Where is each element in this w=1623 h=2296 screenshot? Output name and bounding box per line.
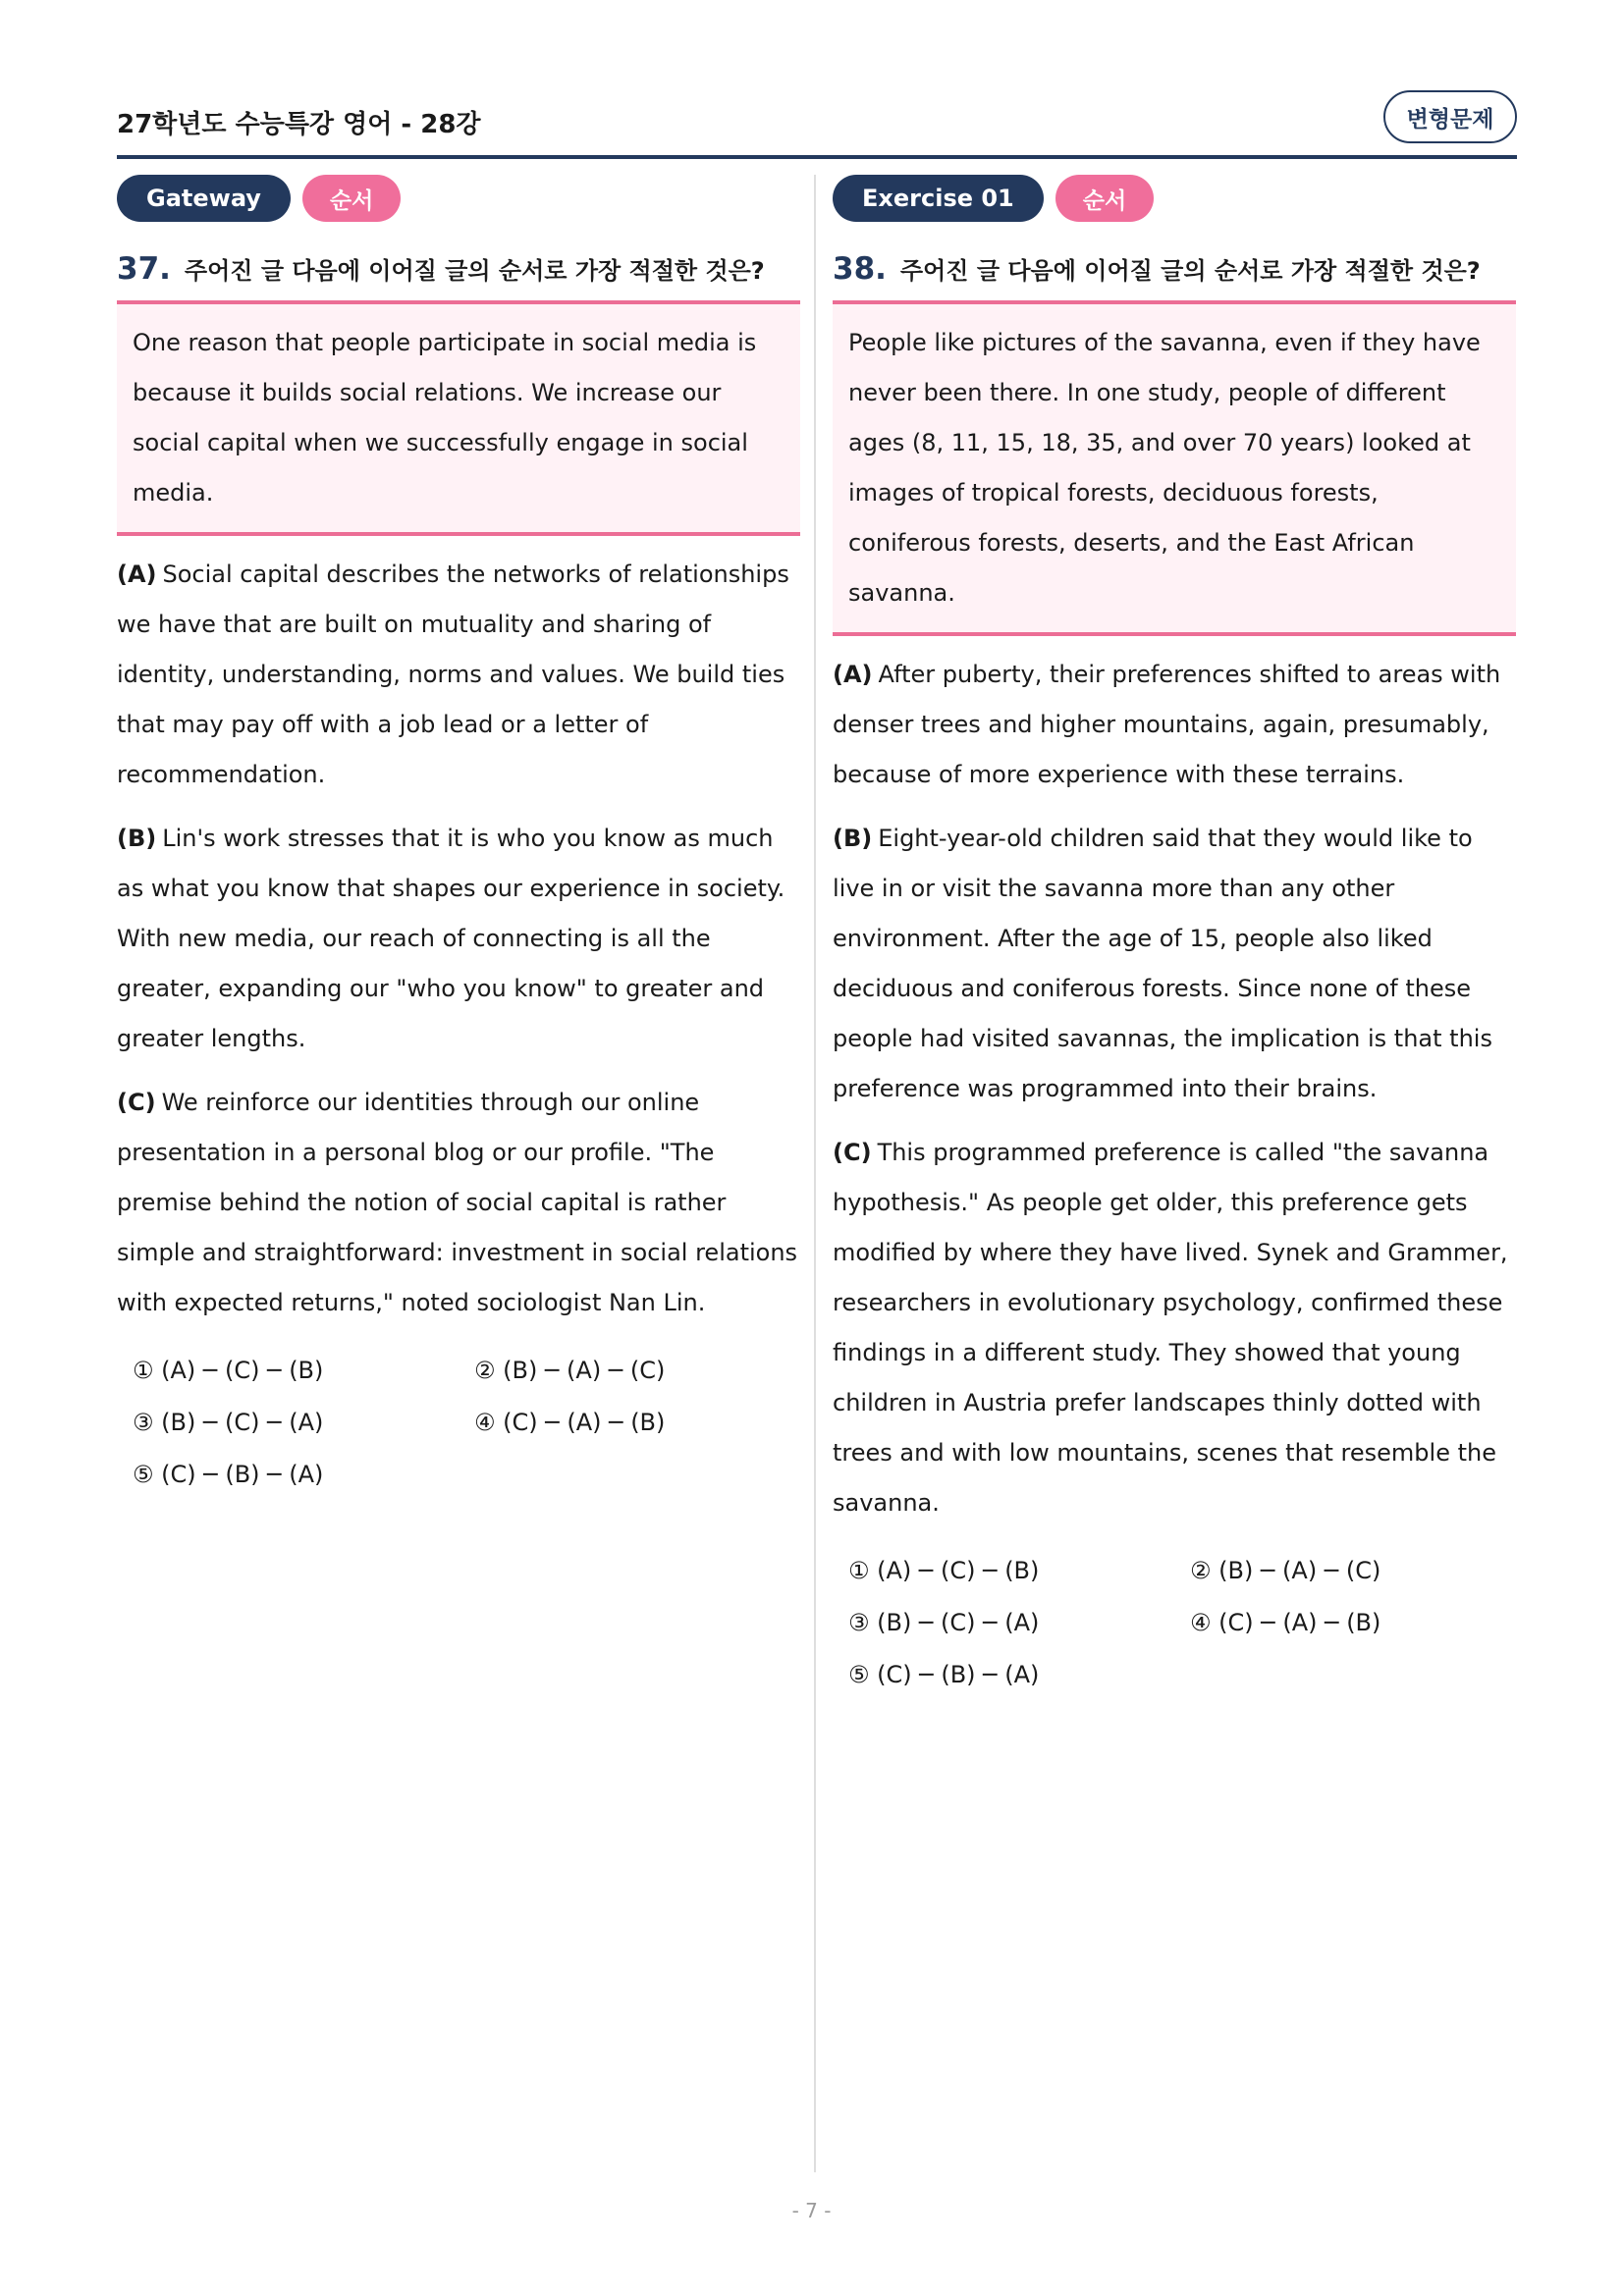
option-4[interactable]: ④ (C) ─ (A) ─ (B) [1190, 1609, 1381, 1636]
page-number: - 7 - [791, 2199, 832, 2222]
given-passage: One reason that people participate in social media is because it builds social relations. We increase our social capital when we successfully engage in social media. [133, 329, 757, 507]
paragraph-text: Eight-year-old children said that they would like to live in or visit the savanna more than any other environment. After the age of 15, people also liked deciduous and coniferous forests. Since none of these people had visited savannas, the implication is that this preference was programmed into their brains. [833, 825, 1492, 1102]
question-heading [833, 251, 1516, 296]
question-tags [833, 175, 1516, 222]
paragraph-b [833, 814, 1516, 1114]
answer-options [117, 1346, 800, 1500]
paragraph-a [117, 550, 800, 800]
tag-exercise: Exercise 01 [833, 175, 1044, 222]
question-tags [117, 175, 800, 222]
option-5[interactable]: ⑤ (C) ─ (B) ─ (A) [133, 1461, 324, 1488]
paragraph-text: After puberty, their preferences shifted to areas with denser trees and higher mountains, again, presumably, because of more experience with these terrains. [833, 661, 1501, 788]
question-text: 주어진 글 다음에 이어질 글의 순서로 가장 적절한 것은? [184, 257, 765, 285]
paragraph-text: This programmed preference is called "the savanna hypothesis." As people get older, this preference gets modified by where they have lived. Synek and Grammer, researchers in evolutionary psychology, confirmed these findings in a different study. They showed that young children in Austria prefer landscapes thinly dotted with trees and with low mountains, scenes that resemble the savanna. [833, 1139, 1508, 1517]
given-passage: People like pictures of the savanna, even if they have never been there. In one study, people of different ages (8, 11, 15, 18, 35, and over 70 years) looked at images of tropical forests, deciduous forests, coniferous forests, deserts, and the East African savanna. [848, 329, 1481, 607]
paragraph-text: We reinforce our identities through our online presentation in a personal blog or our profile. "The premise behind the notion of social capital is rather simple and straightforward: investment in social relations with expected returns," noted sociologist Nan Lin. [117, 1089, 798, 1316]
given-passage-box [117, 300, 800, 536]
variant-badge: 변형문제 [1383, 90, 1517, 143]
paragraph-label: (B) [833, 825, 873, 852]
right-column [833, 175, 1516, 1700]
question-number: 37. [117, 251, 171, 287]
paragraph-c [833, 1128, 1516, 1528]
option-2[interactable]: ② (B) ─ (A) ─ (C) [1190, 1557, 1381, 1584]
paragraph-label: (A) [833, 661, 873, 688]
option-1[interactable]: ① (A) ─ (C) ─ (B) [133, 1357, 324, 1384]
paragraph-text: Lin's work stresses that it is who you know as much as what you know that shapes our experience in society. With new media, our reach of connecting is all the greater, expanding our "who you know" to greater and greater lengths. [117, 825, 785, 1052]
column-divider [814, 175, 816, 2172]
question-number: 38. [833, 251, 887, 287]
option-4[interactable]: ④ (C) ─ (A) ─ (B) [474, 1409, 666, 1436]
page-header [117, 90, 1517, 151]
paragraph-text: Social capital describes the networks of relationships we have that are built on mutuality and sharing of identity, understanding, norms and values. We build ties that may pay off with a job lead or a letter of recommendation. [117, 561, 789, 788]
tag-gateway: Gateway [117, 175, 291, 222]
tag-order: 순서 [1055, 175, 1154, 222]
document-title: 27학년도 수능특강 영어 - 28강 [117, 110, 481, 139]
paragraph-label: (C) [117, 1089, 156, 1116]
paragraph-label: (A) [117, 561, 157, 588]
given-passage-box [833, 300, 1516, 636]
answer-options [833, 1546, 1516, 1700]
question-heading [117, 251, 800, 296]
option-2[interactable]: ② (B) ─ (A) ─ (C) [474, 1357, 666, 1384]
paragraph-c [117, 1078, 800, 1328]
paragraph-label: (C) [833, 1139, 872, 1166]
paragraph-b [117, 814, 800, 1064]
question-text: 주어진 글 다음에 이어질 글의 순서로 가장 적절한 것은? [899, 257, 1481, 285]
option-1[interactable]: ① (A) ─ (C) ─ (B) [848, 1557, 1040, 1584]
paragraph-label: (B) [117, 825, 157, 852]
tag-order: 순서 [302, 175, 401, 222]
left-column [117, 175, 800, 1500]
header-rule [117, 155, 1517, 159]
option-3[interactable]: ③ (B) ─ (C) ─ (A) [848, 1609, 1040, 1636]
option-5[interactable]: ⑤ (C) ─ (B) ─ (A) [848, 1661, 1040, 1688]
option-3[interactable]: ③ (B) ─ (C) ─ (A) [133, 1409, 324, 1436]
paragraph-a [833, 650, 1516, 800]
